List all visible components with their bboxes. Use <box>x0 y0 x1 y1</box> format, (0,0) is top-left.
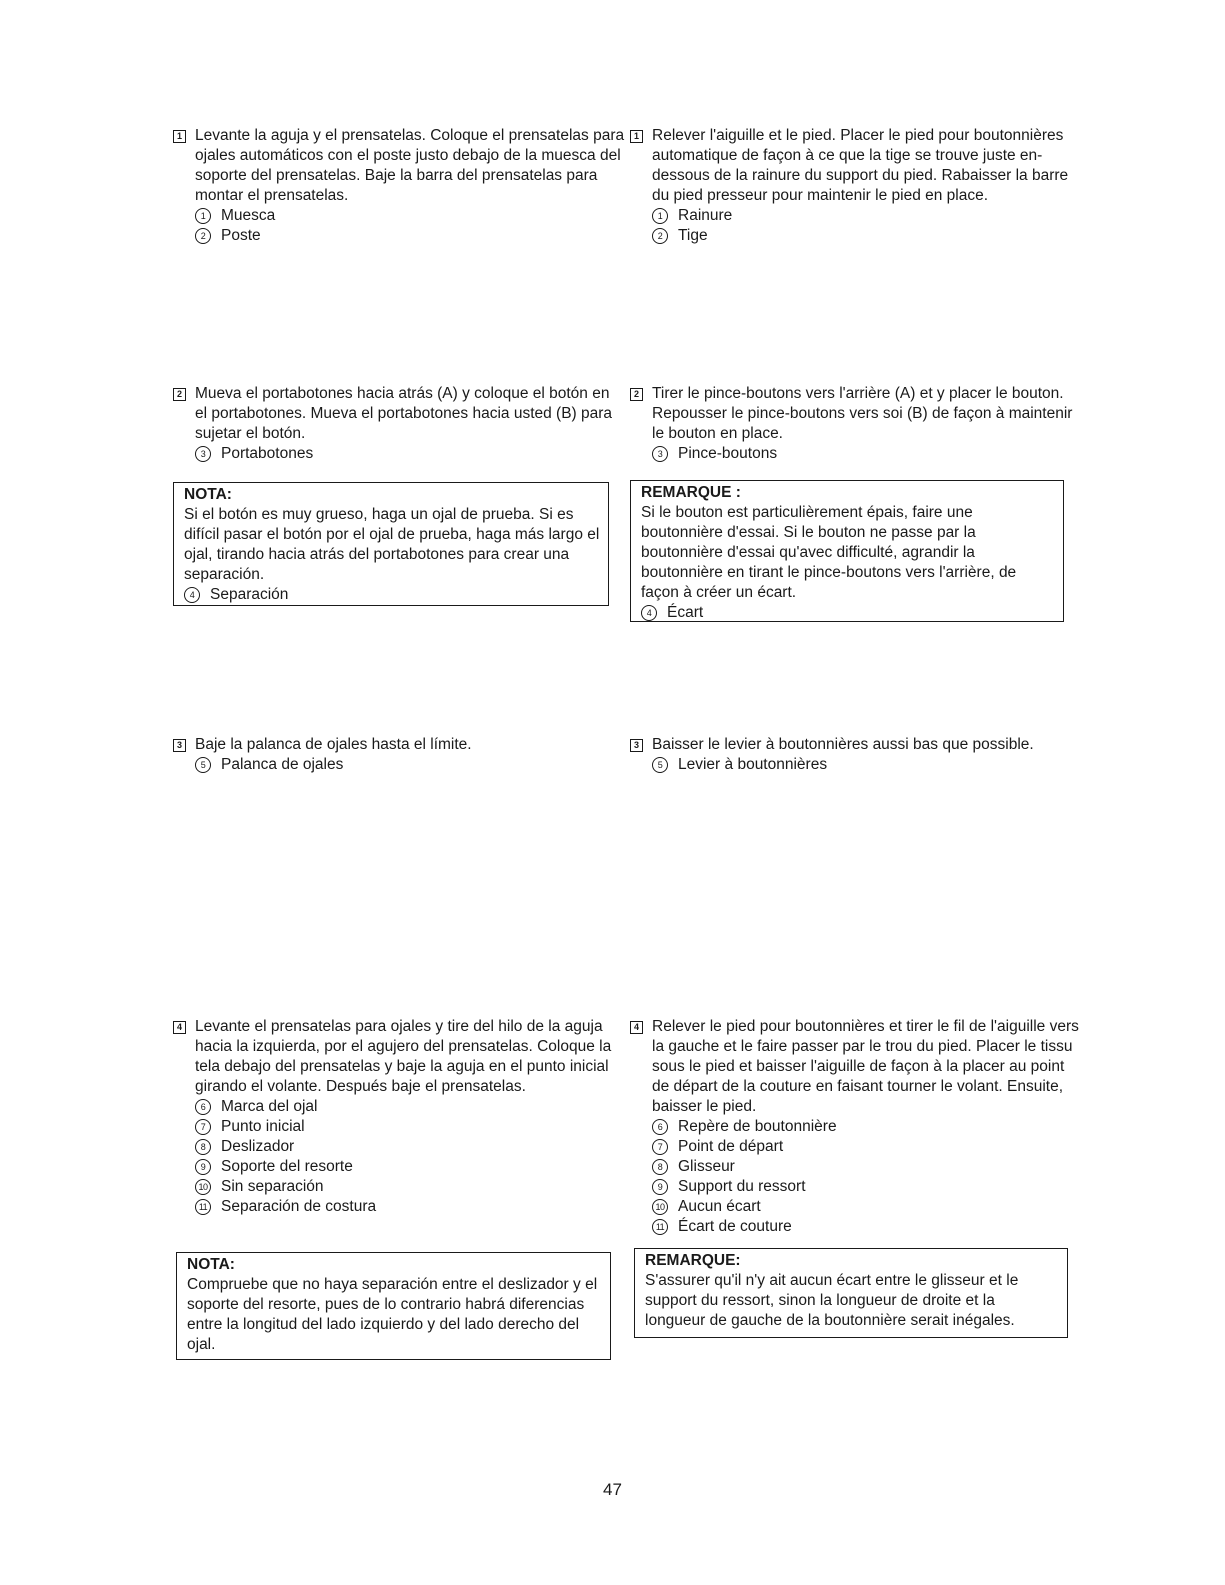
fr-note-2 <box>634 1248 1068 1338</box>
circled-number: 3 <box>652 446 668 462</box>
circled-number: 5 <box>652 757 668 773</box>
part-legend <box>195 755 625 775</box>
part-legend <box>184 585 600 605</box>
legend-item <box>195 206 625 226</box>
note-text: Si el botón es muy grueso, haga un ojal de prueba. Si es difícil pasar el botón por el ojal de prueba, haga más largo el ojal, tirando hacia atrás del portabotones para crear una separación. <box>184 506 600 583</box>
es-note-2 <box>176 1252 611 1360</box>
circled-number: 11 <box>652 1219 668 1235</box>
legend-label: Sin separación <box>221 1178 324 1195</box>
step-instruction: Mueva el portabotones hacia atrás (A) y coloque el botón en el portabotones. Mueva el portabotones hacia usted (B) para sujetar el botón. <box>195 385 613 442</box>
legend-item <box>652 1117 1082 1137</box>
legend-label: Punto inicial <box>221 1118 305 1135</box>
legend-label: Palanca de ojales <box>221 756 344 773</box>
legend-item <box>195 1157 630 1177</box>
step-instruction: Baisser le levier à boutonnières aussi bas que possible. <box>652 736 1034 753</box>
es-step-3 <box>173 735 625 775</box>
note-text: Si le bouton est particulièrement épais, faire une boutonnière d'essai. Si le bouton ne passe par la boutonnière d'essai qu'avec difficulté, agrandir la boutonnière en tirant le pince-boutons vers l'arrière, de façon à créer un écart. <box>641 504 1017 601</box>
legend-item <box>195 755 625 775</box>
legend-label: Écart de couture <box>678 1218 792 1235</box>
circled-number: 6 <box>652 1119 668 1135</box>
legend-label: Repère de boutonnière <box>678 1118 837 1135</box>
circled-number: 2 <box>652 228 668 244</box>
circled-number: 7 <box>195 1119 211 1135</box>
legend-item <box>652 226 1087 246</box>
legend-label: Point de départ <box>678 1138 784 1155</box>
legend-label: Separación <box>210 586 289 603</box>
circled-number: 9 <box>652 1179 668 1195</box>
step-instruction: Levante el prensatelas para ojales y tire del hilo de la aguja hacia la izquierda, por el agujero del prensatelas. Coloque la tela debajo del prensatelas y baje la aguja en el punto inicial girando el volante. Después baje el prensatelas. <box>195 1018 612 1095</box>
step-number-box: 2 <box>173 388 186 401</box>
legend-item <box>641 603 1055 623</box>
circled-number: 5 <box>195 757 211 773</box>
legend-item <box>652 1157 1082 1177</box>
legend-item <box>652 1197 1082 1217</box>
legend-label: Poste <box>221 227 261 244</box>
circled-number: 9 <box>195 1159 211 1175</box>
fr-step-1 <box>630 126 1087 246</box>
part-legend <box>641 603 1055 623</box>
note-title: REMARQUE : <box>641 484 741 501</box>
circled-number: 10 <box>195 1179 211 1195</box>
fr-step-4 <box>630 1017 1082 1237</box>
note-text: Compruebe que no haya separación entre el deslizador y el soporte del resorte, pues de lo contrario habrá diferencias entre la longitud del lado izquierdo y del lado derecho del ojal. <box>187 1276 598 1353</box>
step-instruction: Baje la palanca de ojales hasta el límite. <box>195 736 472 753</box>
legend-label: Soporte del resorte <box>221 1158 353 1175</box>
circled-number: 4 <box>184 587 200 603</box>
step-instruction: Relever l'aiguille et le pied. Placer le pied pour boutonnières automatique de façon à ce que la tige se trouve juste en-dessous de la rainure du support du pied. Rabaisser la barre du pied presseur pour maintenir le pied en place. <box>652 127 1069 204</box>
step-number-box: 1 <box>173 130 186 143</box>
es-step-4 <box>173 1017 630 1217</box>
es-note-1 <box>173 482 609 606</box>
legend-label: Deslizador <box>221 1138 295 1155</box>
legend-item <box>652 1177 1082 1197</box>
legend-label: Marca del ojal <box>221 1098 318 1115</box>
legend-item <box>652 755 1092 775</box>
legend-item <box>195 444 625 464</box>
legend-label: Aucun écart <box>678 1198 761 1215</box>
circled-number: 7 <box>652 1139 668 1155</box>
legend-label: Glisseur <box>678 1158 735 1175</box>
legend-label: Support du ressort <box>678 1178 806 1195</box>
fr-step-2 <box>630 384 1082 464</box>
es-step-2 <box>173 384 625 464</box>
step-number-box: 1 <box>630 130 643 143</box>
legend-label: Portabotones <box>221 445 314 462</box>
step-instruction: Tirer le pince-boutons vers l'arrière (A) et y placer le bouton. Repousser le pince-boutons vers soi (B) de façon à maintenir le bouton en place. <box>652 385 1073 442</box>
circled-number: 2 <box>195 228 211 244</box>
note-title: REMARQUE: <box>645 1252 741 1269</box>
part-legend <box>195 206 625 246</box>
circled-number: 1 <box>652 208 668 224</box>
legend-label: Muesca <box>221 207 276 224</box>
part-legend <box>652 755 1092 775</box>
circled-number: 11 <box>195 1199 211 1215</box>
legend-label: Pince-boutons <box>678 445 778 462</box>
circled-number: 1 <box>195 208 211 224</box>
legend-item <box>195 1137 630 1157</box>
legend-label: Rainure <box>678 207 733 224</box>
legend-item <box>652 1137 1082 1157</box>
legend-item <box>195 1197 630 1217</box>
part-legend <box>652 1117 1082 1237</box>
circled-number: 6 <box>195 1099 211 1115</box>
circled-number: 8 <box>195 1139 211 1155</box>
legend-item <box>652 1217 1082 1237</box>
step-instruction: Relever le pied pour boutonnières et tirer le fil de l'aiguille vers la gauche et le faire passer par le trou du pied. Placer le tissu sous le pied et baisser l'aiguille de façon à la placer au point de départ de la couture en faisant tourner le volant. Ensuite, baisser le pied. <box>652 1018 1079 1115</box>
note-text: S'assurer qu'il n'y ait aucun écart entre le glisseur et le support du ressort, sinon la longueur de droite et la longueur de gauche de la boutonnière serait inégales. <box>645 1272 1019 1329</box>
legend-item <box>195 226 625 246</box>
part-legend <box>652 444 1082 464</box>
step-number-box: 4 <box>630 1021 643 1034</box>
note-title: NOTA: <box>184 486 232 503</box>
es-step-1 <box>173 126 625 246</box>
page-number: 47 <box>603 1480 622 1499</box>
legend-label: Levier à boutonnières <box>678 756 828 773</box>
fr-step-3 <box>630 735 1092 775</box>
fr-note-1 <box>630 480 1064 622</box>
part-legend <box>195 444 625 464</box>
legend-item <box>652 444 1082 464</box>
step-number-box: 4 <box>173 1021 186 1034</box>
legend-label: Separación de costura <box>221 1198 377 1215</box>
note-title: NOTA: <box>187 1256 235 1273</box>
part-legend <box>652 206 1087 246</box>
legend-item <box>195 1097 630 1117</box>
circled-number: 4 <box>641 605 657 621</box>
legend-item <box>195 1117 630 1137</box>
step-number-box: 3 <box>173 739 186 752</box>
circled-number: 10 <box>652 1199 668 1215</box>
step-number-box: 2 <box>630 388 643 401</box>
legend-item <box>195 1177 630 1197</box>
legend-label: Tige <box>678 227 708 244</box>
legend-item <box>184 585 600 605</box>
step-number-box: 3 <box>630 739 643 752</box>
step-instruction: Levante la aguja y el prensatelas. Coloque el prensatelas para ojales automáticos con el poste justo debajo de la muesca del soporte del prensatelas. Baje la barra del prensatelas para montar el prensatelas. <box>195 127 625 204</box>
circled-number: 8 <box>652 1159 668 1175</box>
part-legend <box>195 1097 630 1217</box>
circled-number: 3 <box>195 446 211 462</box>
legend-label: Écart <box>667 604 704 621</box>
legend-item <box>652 206 1087 226</box>
